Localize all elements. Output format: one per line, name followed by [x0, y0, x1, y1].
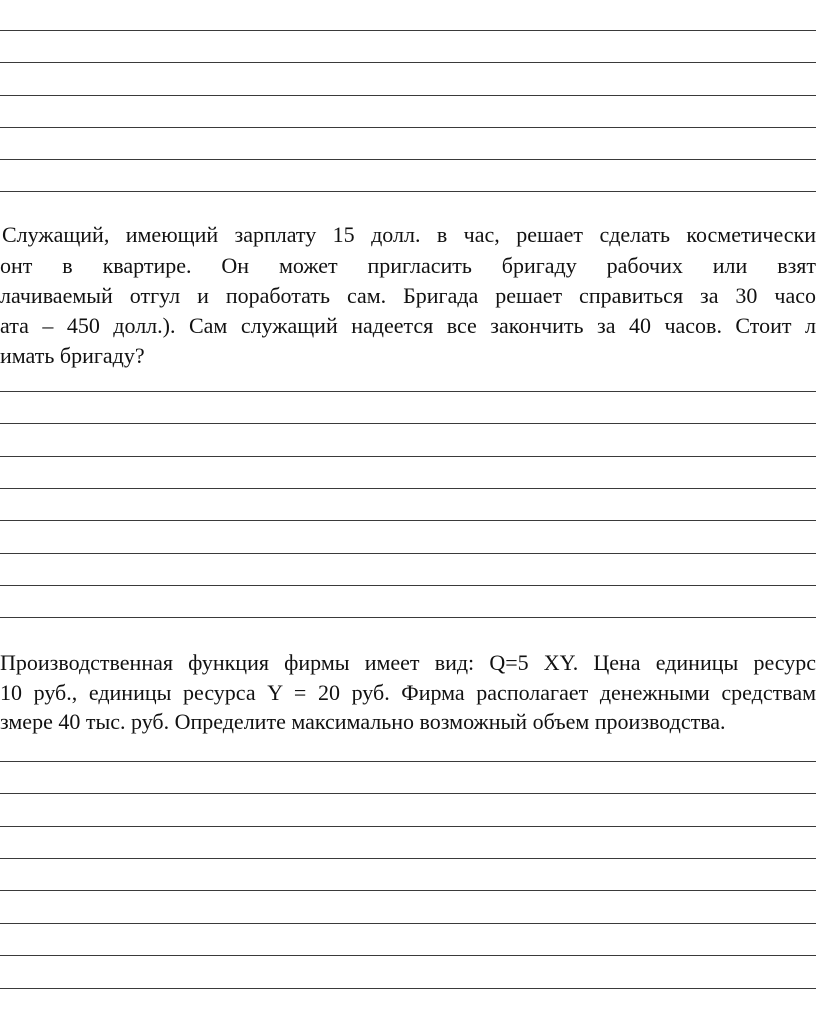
answer-line — [0, 488, 816, 489]
answer-line — [0, 191, 816, 192]
answer-line — [0, 988, 816, 989]
answer-line — [0, 30, 816, 31]
problem-1-line: ата – 450 долл.). Сам служащий надеется все закончить за 40 часов. Стоит л — [0, 313, 816, 338]
answer-line — [0, 553, 816, 554]
answer-line — [0, 127, 816, 128]
answer-line — [0, 391, 816, 392]
answer-line — [0, 585, 816, 586]
problem-1-line: имать бригаду? — [0, 343, 145, 368]
problem-2-line: Производственная функция фирмы имеет вид: Q=5 XY. Цена единицы ресурс — [0, 650, 816, 675]
answer-line — [0, 923, 816, 924]
answer-line — [0, 423, 816, 424]
answer-line — [0, 793, 816, 794]
answer-line — [0, 62, 816, 63]
answer-line — [0, 159, 816, 160]
problem-2-line: змере 40 тыс. руб. Определите максимально возможный объем производства. — [0, 709, 726, 734]
problem-1-line: лачиваемый отгул и поработать сам. Бригада решает справиться за 30 часо — [0, 283, 816, 308]
problem-1-line: онт в квартире. Он может пригласить бригаду рабочих или взят — [0, 253, 816, 278]
problem-2-line: 10 руб., единицы ресурса Y = 20 руб. Фирма располагает денежными средствам — [0, 680, 816, 705]
answer-line — [0, 955, 816, 956]
answer-line — [0, 95, 816, 96]
answer-line — [0, 456, 816, 457]
answer-line — [0, 761, 816, 762]
problem-1-line: Служащий, имеющий зарплату 15 долл. в час, решает сделать косметически — [2, 222, 816, 247]
answer-line — [0, 520, 816, 521]
answer-line — [0, 858, 816, 859]
answer-line — [0, 890, 816, 891]
answer-line — [0, 826, 816, 827]
answer-line — [0, 617, 816, 618]
